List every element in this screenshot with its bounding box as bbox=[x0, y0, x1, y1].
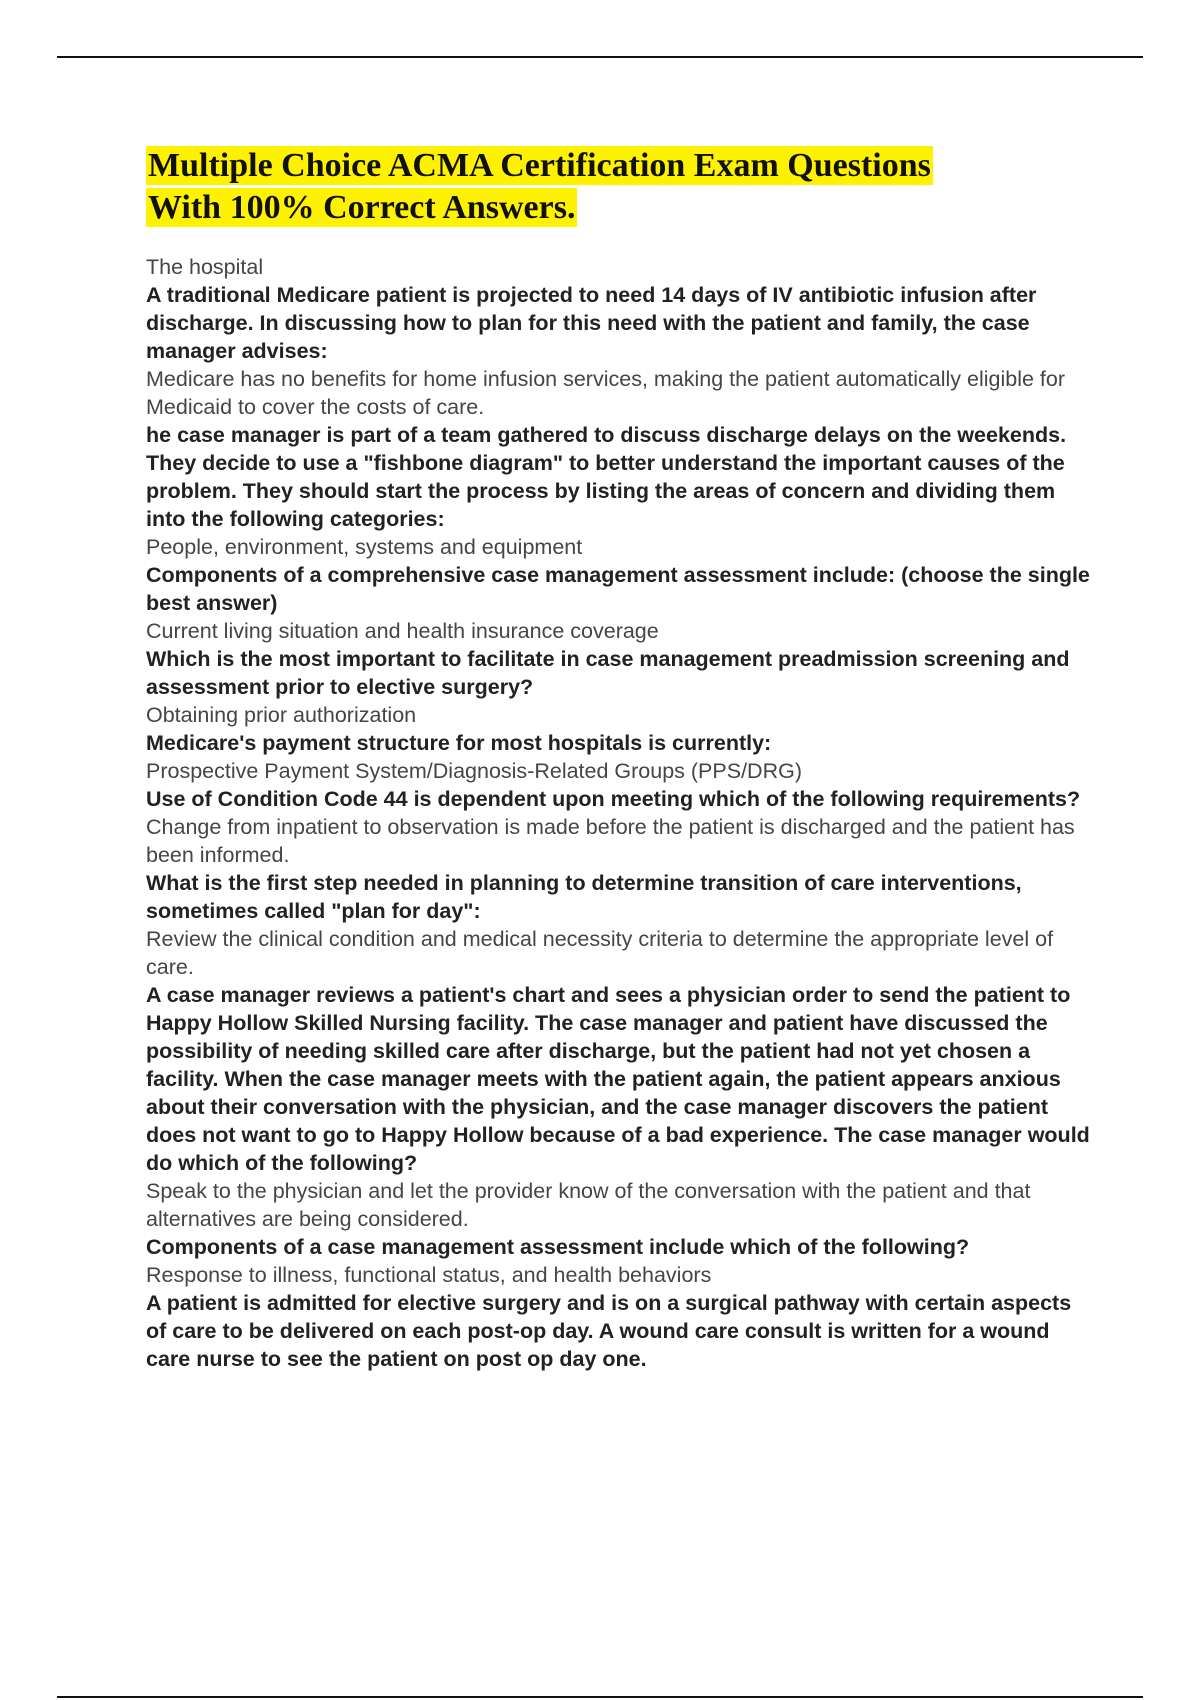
answer-1: Medicare has no benefits for home infusion services, making the patient automatically eligible for Medicaid to cover the costs of care. bbox=[146, 367, 1066, 419]
page-title bbox=[146, 145, 1096, 229]
answer-5: Prospective Payment System/Diagnosis-Related Groups (PPS/DRG) bbox=[146, 759, 802, 783]
question-2: he case manager is part of a team gathered to discuss discharge delays on the weekends. They decide to use a "fishbone diagram" to better understand the important causes of the problem. They should start the process by listing the areas of concern and dividing them into the following categories: bbox=[146, 423, 1067, 531]
question-7: What is the first step needed in planning to determine transition of care interventions, sometimes called "plan for day": bbox=[146, 871, 1022, 923]
answer-3: Current living situation and health insurance coverage bbox=[146, 619, 659, 643]
answer-4: Obtaining prior authorization bbox=[146, 703, 417, 727]
title-line-2: With 100% Correct Answers. bbox=[148, 189, 576, 226]
answer-7: Review the clinical condition and medical necessity criteria to determine the appropriate level of care. bbox=[146, 927, 1054, 979]
question-5: Medicare's payment structure for most hospitals is currently: bbox=[146, 731, 772, 755]
intro-answer: The hospital bbox=[146, 255, 264, 279]
answer-8: Speak to the physician and let the provider know of the conversation with the patient and that alternatives are being considered. bbox=[146, 1179, 1031, 1231]
question-1: A traditional Medicare patient is projected to need 14 days of IV antibiotic infusion after discharge. In discussing how to plan for this need with the patient and family, the case manager advises: bbox=[146, 283, 1037, 363]
question-9: Components of a case management assessment include which of the following? bbox=[146, 1235, 970, 1259]
question-4: Which is the most important to facilitate in case management preadmission screening and assessment prior to elective surgery? bbox=[146, 647, 1070, 699]
qa-list bbox=[146, 253, 1096, 1373]
title-line-1: Multiple Choice ACMA Certification Exam Questions bbox=[148, 147, 931, 184]
answer-9: Response to illness, functional status, and health behaviors bbox=[146, 1263, 712, 1287]
question-8: A case manager reviews a patient's chart and sees a physician order to send the patient to Happy Hollow Skilled Nursing facility. The case manager and patient have discussed the possibility of needing skilled care after discharge, but the patient had not yet chosen a facility. When the case manager meets with the patient again, the patient appears anxious about their conversation with the physician, and the case manager discovers the patient does not want to go to Happy Hollow because of a bad experience. The case manager would do which of the following? bbox=[146, 983, 1090, 1175]
document-body bbox=[146, 145, 1096, 1373]
question-6: Use of Condition Code 44 is dependent upon meeting which of the following requirements? bbox=[146, 787, 1081, 811]
header-rule bbox=[57, 56, 1143, 58]
answer-6: Change from inpatient to observation is made before the patient is discharged and the patient has been informed. bbox=[146, 815, 1075, 867]
question-3: Components of a comprehensive case management assessment include: (choose the single best answer) bbox=[146, 563, 1090, 615]
answer-2: People, environment, systems and equipment bbox=[146, 535, 583, 559]
question-10: A patient is admitted for elective surgery and is on a surgical pathway with certain aspects of care to be delivered on each post-op day. A wound care consult is written for a wound care nurse to see the patient on post op day one. bbox=[146, 1291, 1072, 1371]
footer-rule bbox=[57, 1696, 1143, 1698]
